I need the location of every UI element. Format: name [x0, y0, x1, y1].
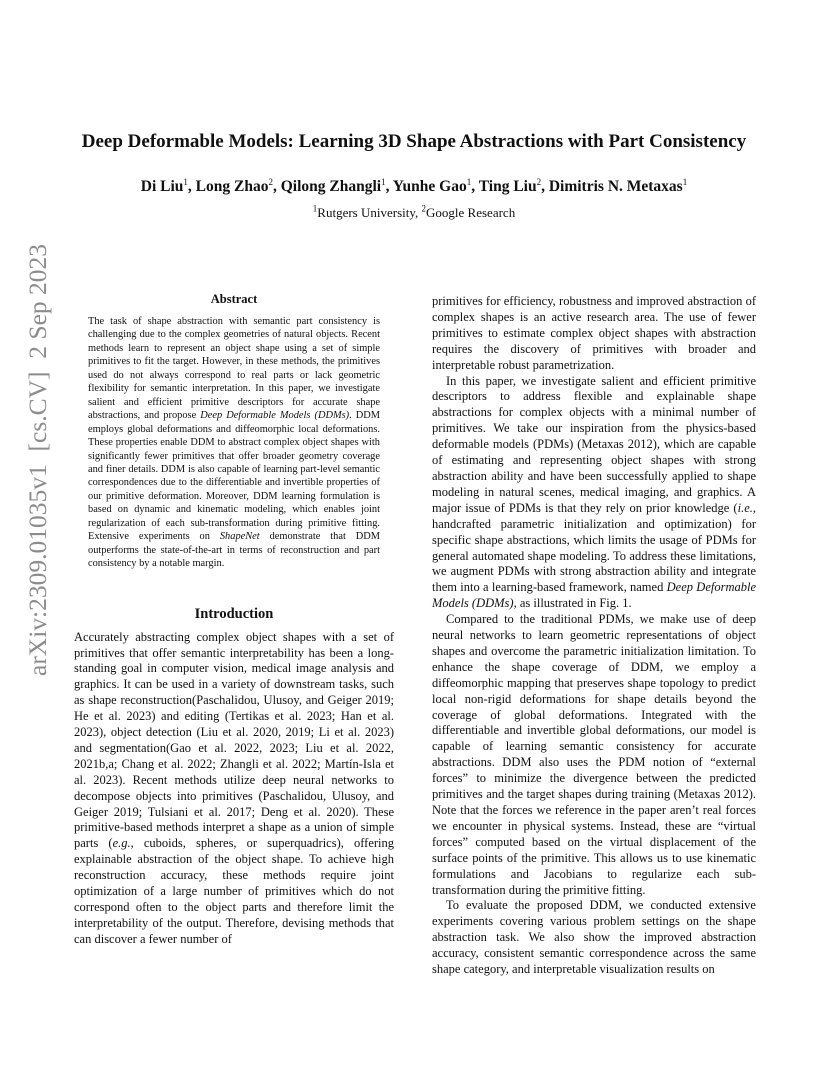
text-run: In this paper, we investigate salient and efficient primitive descriptors to address flexible and explainable shape abstractions for complex objects with a minimal number of primitives. We take our inspiration from the physics-based deformable models (PDMs) (Metaxas 2012), which are capable of estimating and representing object shapes with strong abstraction ability and have been successfully applied to shape modeling in natural scenes, medical imaging, and graphics. A major issue of PDMs is that they rely on prior knowledge ( — [432, 373, 756, 515]
author-name: Dimitris N. Metaxas — [548, 178, 683, 195]
arxiv-identifier: arXiv:2309.01035v1 [cs.CV] 2 Sep 2023 — [23, 243, 52, 676]
affiliation-name: Rutgers University, — [317, 205, 422, 220]
affiliation-mark: 1 — [312, 203, 318, 214]
author-name: Qilong Zhangli — [280, 178, 382, 195]
affiliations — [40, 204, 788, 222]
arxiv-side-stamp — [0, 0, 60, 1072]
text-run: Compared to the traditional PDMs, we make use of deep neural networks to learn geometric representations of object shapes and overcome the parametric initialization limitation. To enhance the shape coverage of DDM, we employ a diffeomorphic mapping that preserves shape topology to predict local non-rigid deformations for shape details beyond the coverage of global deformations. Integrated with the differentiable and invertible global deformations, our model is capable of learning semantic consistency for accurate abstractions. DDM also uses the PDM notion of “external forces” to minimize the divergence between the predicted primitives and the target shapes during training (Metaxas 2012). Note that the forces we reference in the paper aren’t real forces we encounter in physical systems. Instead, these are “virtual forces” computed based on the virtual displacement of the surface points of the primitive. This allows us to use kinematic formulations and Jacobians to regularize each sub-transformation during the primitive fitting. — [432, 612, 756, 897]
author-list — [40, 177, 788, 197]
right-column — [432, 294, 756, 978]
text-run: , handcrafted parametric initialization and optimization) for specific shape abstractions, which limits the usage of PDMs for general automated shape modeling. To address these limitations, we augment PDMs with strong abstraction ability and integrate them into a learning-based framework, named — [432, 500, 756, 595]
author-affiliation-mark: 1 — [183, 176, 188, 187]
abstract-heading: Abstract — [210, 292, 258, 306]
introduction-right-text — [432, 294, 756, 978]
italic-text: Deep Deformable Models (DDMs) — [200, 410, 350, 422]
text-run: The task of shape abstraction with semantic part consistency is challenging due to the complex geometries of natural objects. Recent methods learn to represent an object shape using a set of simple primitives to fit the target. However, in these methods, the primitives used do not always correspond to real parts or lack geometric flexibility for semantic interpretation. In this paper, we investigate salient and efficient primitive descriptors for accurate shape abstractions, and propose — [88, 316, 380, 422]
text-run: . DDM employs global deformations and diffeomorphic local deformations. These properties enable DDM to abstract complex object shapes with significantly fewer primitives that offer broader geometry coverage and finer details. DDM is also capable of learning part-level semantic correspondences due to the differentiable and invertible properties of our primitive deformation. Moreover, DDM learning formulation is based on dynamic and kinematic modeling, which enables joint regularization of each sub-transformation during primitive fitting. Extensive experiments on — [88, 410, 380, 543]
introduction-left-text — [74, 630, 394, 948]
text-run: demonstrate that DDM outperforms the state-of-the-art in terms of reconstruction and part consistency by a notable margin. — [88, 531, 380, 570]
body-paragraph — [432, 294, 756, 374]
author-name: Long Zhao — [195, 178, 269, 195]
text-run: Accurately abstracting complex object shapes with a set of primitives that offer semantic interpretability has been a long-standing goal in computer vision, medical image analysis and graphics. It can be used in a variety of downstream tasks, such as shape reconstruction(Paschalidou, Ulusoy, and Geiger 2019; He et al. 2023) and editing (Tertikas et al. 2023; Han et al. 2023), object detection (Liu et al. 2020, 2019; Li et al. 2023) and segmentation(Gao et al. 2022, 2023; Liu et al. 2022, 2021b,a; Chang et al. 2022; Zhangli et al. 2022; Martín-Isla et al. 2023). Recent methods utilize deep neural networks to decompose objects into primitives (Paschalidou, Ulusoy, and Geiger 2019; Tulsiani et al. 2017; Deng et al. 2020). These primitive-based methods interpret a shape as a union of simple parts ( — [74, 629, 394, 851]
body-paragraph — [432, 612, 756, 898]
author-affiliation-mark: 1 — [381, 176, 386, 187]
author-name: Di Liu — [140, 178, 184, 195]
author-separator: , — [272, 178, 281, 195]
left-column — [74, 290, 394, 948]
arxiv-stamp-svg — [0, 0, 60, 1072]
italic-text: ShapeNet — [219, 531, 260, 543]
body-paragraph — [74, 630, 394, 948]
author-affiliation-mark: 1 — [682, 176, 688, 187]
author-affiliation-mark: 2 — [268, 176, 273, 187]
introduction-heading: Introduction — [194, 605, 274, 622]
paper-title: Deep Deformable Models: Learning 3D Shape Abstractions with Part Consistency — [81, 131, 747, 152]
author-separator: , — [541, 178, 549, 195]
body-paragraph — [432, 898, 756, 978]
affiliation-name: Google Research — [426, 205, 516, 220]
author-separator: , — [471, 178, 479, 195]
italic-text: Deep Deformable Models (DDMs) — [432, 580, 757, 611]
author-affiliation-mark: 1 — [466, 176, 472, 187]
italic-text: e.g. — [112, 836, 131, 851]
text-run: , as illustrated in Fig. 1. — [513, 596, 632, 611]
text-run: primitives for efficiency, robustness and improved abstraction of complex shapes is an active research area. The use of fewer primitives to estimate complex object shapes with abstraction requires the discovery of primitives with broader and interpretable robust parametrization. — [432, 294, 756, 372]
author-affiliation-mark: 2 — [536, 176, 542, 187]
text-run: , cuboids, spheres, or superquadrics), offering explainable abstraction of the object shape. To achieve high reconstruction accuracy, these methods require joint optimization of a large number of primitives which do not correspond often to the object parts and therefore limit the interpretability of the output. Therefore, devising methods that can discover a fewer number of — [74, 836, 394, 946]
author-name: Ting Liu — [478, 178, 537, 195]
abstract-text — [88, 315, 380, 571]
italic-text: i.e. — [737, 500, 753, 515]
author-separator: , — [187, 178, 196, 195]
affiliation-mark: 2 — [421, 203, 427, 214]
author-separator: , — [385, 178, 393, 195]
author-name: Yunhe Gao — [392, 178, 467, 195]
body-paragraph — [432, 374, 756, 613]
text-run: To evaluate the proposed DDM, we conducted extensive experiments covering various problem settings on the shape abstraction task. We also show the improved abstraction accuracy, consistent semantic correspondence across the same shape category, and interpretable visualization results on — [432, 898, 756, 977]
